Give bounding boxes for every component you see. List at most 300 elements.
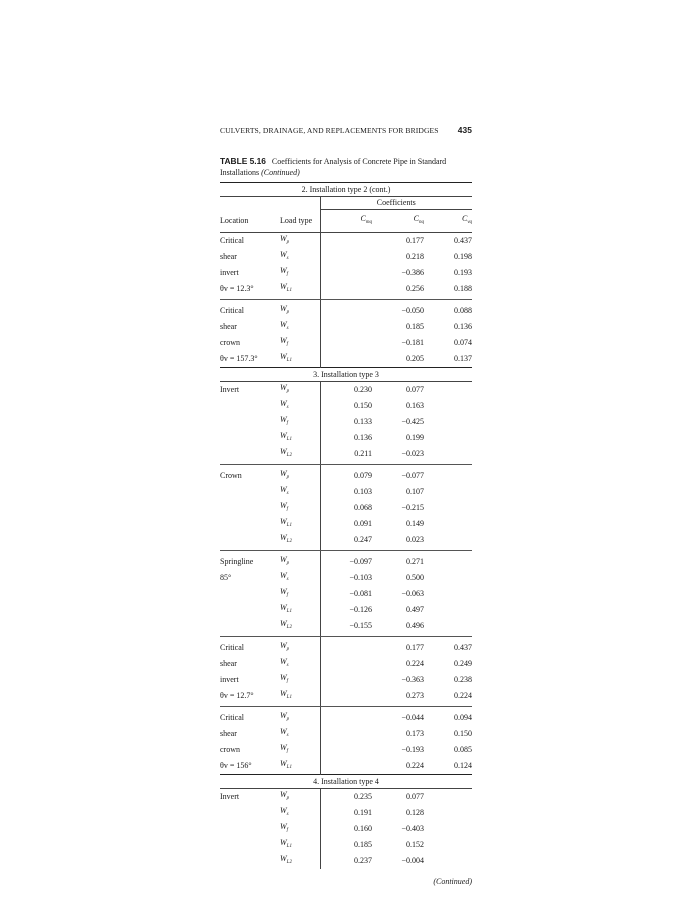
location-cell [220, 821, 280, 837]
load-type-subscript: s [286, 491, 289, 496]
cnq-value [372, 656, 424, 672]
cvq-header-base: C [461, 214, 468, 223]
load-type-cell [280, 688, 320, 707]
table-row [220, 837, 472, 853]
cmq-value [320, 707, 372, 727]
cnq-value-text: −0.004 [401, 856, 424, 865]
page-number: 435 [457, 125, 472, 135]
section-title-row [220, 775, 472, 789]
cnq-value [372, 853, 424, 869]
location-text: shear [220, 729, 237, 738]
cmq-value [320, 233, 372, 250]
section-title [220, 183, 472, 197]
table-row [220, 637, 472, 657]
location-cell [220, 688, 280, 707]
cmq-value-text: 0.079 [354, 471, 372, 480]
location-cell [220, 414, 280, 430]
load-type-cell [280, 484, 320, 500]
table-number: TABLE 5.16 [220, 156, 266, 166]
load-type-cell [280, 602, 320, 618]
cmq-value-text: 0.103 [354, 487, 372, 496]
cmq-value [320, 656, 372, 672]
cvq-value [424, 414, 472, 430]
cvq-value [424, 672, 472, 688]
cvq-value [424, 335, 472, 351]
location-text: Crown [220, 471, 242, 480]
cnq-value [372, 414, 424, 430]
load-type-symbol: $W_p$ [280, 304, 290, 315]
load-type-symbol: $W_f$ [280, 336, 289, 347]
location-cell [220, 335, 280, 351]
cnq-value [372, 726, 424, 742]
cmq-value [320, 281, 372, 300]
location-text: θv = 156° [220, 761, 252, 770]
load-type-cell [280, 656, 320, 672]
load-type-symbol: $W_{L2}$ [280, 854, 292, 865]
cnq-value [372, 484, 424, 500]
cmq-value-text: −0.155 [349, 621, 372, 630]
load-type-symbol: $W_p$ [280, 383, 290, 394]
table-row [220, 233, 472, 250]
load-type-cell [280, 382, 320, 399]
table-row [220, 742, 472, 758]
cmq-value-text: 0.185 [354, 840, 372, 849]
section-title [220, 368, 472, 382]
cnq-value-text: 0.128 [406, 808, 424, 817]
table-row [220, 319, 472, 335]
cnq-value-text: −0.386 [401, 268, 424, 277]
table-row [220, 853, 472, 869]
cmq-value [320, 618, 372, 637]
cmq-value [320, 398, 372, 414]
cvq-value-text: 0.193 [454, 268, 473, 277]
cnq-value [372, 821, 424, 837]
cvq-header-symbol [462, 214, 472, 223]
load-type-cell [280, 837, 320, 853]
cvq-value [424, 551, 472, 571]
load-type-subscript: f [286, 679, 289, 684]
cvq-value [424, 656, 472, 672]
cvq-value [424, 805, 472, 821]
location-cell [220, 249, 280, 265]
location-cell [220, 532, 280, 551]
coefficients-header [320, 197, 472, 210]
load-type-subscript: L1 [286, 288, 292, 293]
location-cell [220, 551, 280, 571]
table-row [220, 335, 472, 351]
cnq-value-text: 0.163 [406, 401, 424, 410]
cnq-value [372, 249, 424, 265]
cnq-value-text: 0.271 [406, 557, 424, 566]
location-text: Critical [220, 713, 244, 722]
cmq-value [320, 249, 372, 265]
load-type-symbol: $W_f$ [280, 587, 289, 598]
cvq-value-text: 0.088 [454, 306, 473, 315]
table-row [220, 532, 472, 551]
cvq-value [424, 821, 472, 837]
table-row [220, 500, 472, 516]
cmq-value [320, 805, 372, 821]
location-text: θv = 12.3° [220, 284, 254, 293]
cmq-value-text: −0.081 [349, 589, 372, 598]
cnq-value-text: −0.363 [401, 675, 424, 684]
cmq-value [320, 265, 372, 281]
cvq-value [424, 726, 472, 742]
cnq-header-base: C [413, 214, 419, 223]
cmq-value [320, 758, 372, 775]
cmq-value [320, 602, 372, 618]
cnq-value-text: −0.063 [401, 589, 424, 598]
load-type-cell [280, 319, 320, 335]
load-type-symbol: $W_p$ [280, 469, 290, 480]
load-type-cell [280, 265, 320, 281]
load-type-cell [280, 249, 320, 265]
location-header-text: Location [220, 215, 249, 225]
cvq-value-text: 0.124 [454, 761, 473, 770]
cvq-value [424, 430, 472, 446]
cnq-value-text: 0.500 [406, 573, 424, 582]
load-type-cell [280, 516, 320, 532]
load-type-subscript: p [286, 647, 290, 652]
cvq-value-text: 0.137 [454, 354, 473, 363]
location-cell [220, 319, 280, 335]
cvq-value [424, 465, 472, 485]
cnq-value [372, 672, 424, 688]
cmq-value [320, 430, 372, 446]
cnq-value [372, 319, 424, 335]
cnq-value [372, 382, 424, 399]
cnq-value-text: −0.044 [401, 713, 424, 722]
table-row [220, 789, 472, 806]
load-type-subscript: s [286, 663, 289, 668]
load-type-cell [280, 758, 320, 775]
cmq-value [320, 726, 372, 742]
location-text: θv = 12.7° [220, 691, 254, 700]
cnq-value [372, 335, 424, 351]
load-type-subscript: L2 [286, 625, 292, 630]
cvq-value-text: 0.238 [454, 675, 473, 684]
load-type-subscript: L1 [286, 609, 292, 614]
continued-note: (Continued) [433, 877, 472, 886]
header-blank [280, 197, 320, 210]
load-type-subscript: f [286, 272, 289, 277]
cvq-value [424, 688, 472, 707]
load-type-symbol: $W_p$ [280, 641, 290, 652]
cmq-value [320, 446, 372, 465]
cnq-value-text: 0.205 [406, 354, 424, 363]
load-type-subscript: p [286, 475, 290, 480]
load-type-subscript: s [286, 256, 289, 261]
cvq-value-text: 0.198 [454, 252, 473, 261]
load-type-subscript: p [286, 717, 290, 722]
load-type-symbol: $W_p$ [280, 711, 290, 722]
table-row [220, 805, 472, 821]
table-row [220, 484, 472, 500]
cnq-value-text: −0.077 [401, 471, 424, 480]
cvq-value-text: 0.224 [454, 691, 473, 700]
section-title-text: 2. Installation type 2 (cont.) [301, 185, 391, 194]
cnq-value [372, 789, 424, 806]
location-cell [220, 758, 280, 775]
load-type-subscript: s [286, 577, 289, 582]
cnq-value-text: −0.215 [401, 503, 424, 512]
cnq-value [372, 837, 424, 853]
location-text: shear [220, 322, 237, 331]
cmq-value [320, 570, 372, 586]
cnq-value [372, 233, 424, 250]
load-type-symbol: $W_{L1}$ [280, 759, 292, 770]
load-type-symbol: $W_{L1}$ [280, 603, 292, 614]
table-row [220, 398, 472, 414]
cmq-value [320, 319, 372, 335]
cnq-value [372, 398, 424, 414]
cmq-value [320, 837, 372, 853]
cnq-value-text: 0.497 [406, 605, 424, 614]
load-type-subscript: L1 [286, 765, 292, 770]
load-type-cell [280, 707, 320, 727]
cnq-value-text: 0.218 [406, 252, 424, 261]
section-title-text: 4. Installation type 4 [313, 777, 379, 786]
cnq-value [372, 618, 424, 637]
cvq-value [424, 586, 472, 602]
location-text: shear [220, 252, 237, 261]
load-type-symbol: $W_f$ [280, 501, 289, 512]
table-row [220, 465, 472, 485]
cnq-value-text: 0.273 [406, 691, 424, 700]
location-text: 85° [220, 573, 232, 582]
cvq-value [424, 382, 472, 399]
load-type-cell [280, 789, 320, 806]
cvq-value-text: 0.150 [454, 729, 473, 738]
column-header-row [220, 210, 472, 233]
cvq-value [424, 618, 472, 637]
cmq-value [320, 382, 372, 399]
location-cell [220, 637, 280, 657]
location-cell [220, 586, 280, 602]
cvq-value [424, 319, 472, 335]
cmq-value-text: 0.247 [354, 535, 372, 544]
cnq-value-text: 0.173 [406, 729, 424, 738]
cnq-value [372, 516, 424, 532]
cmq-value-text: 0.133 [354, 417, 372, 426]
load-type-subscript: p [286, 561, 290, 566]
location-cell [220, 233, 280, 250]
cvq-value [424, 233, 472, 250]
cvq-value [424, 707, 472, 727]
cvq-value [424, 637, 472, 657]
cvq-value [424, 758, 472, 775]
location-text: crown [220, 338, 240, 347]
table-row [220, 758, 472, 775]
location-cell [220, 300, 280, 320]
load-type-symbol: $W_{L1}$ [280, 838, 292, 849]
cnq-value [372, 586, 424, 602]
load-type-cell [280, 586, 320, 602]
cvq-value [424, 789, 472, 806]
location-cell [220, 500, 280, 516]
location-text: θv = 157.3° [220, 354, 258, 363]
cmq-value [320, 742, 372, 758]
load-type-cell [280, 233, 320, 250]
location-cell [220, 853, 280, 869]
cmq-value [320, 532, 372, 551]
load-type-symbol: $W_{L2}$ [280, 533, 292, 544]
section-title-row [220, 183, 472, 197]
cmq-header-subscript: mq [365, 220, 372, 225]
table-row [220, 300, 472, 320]
coefficients-table [220, 182, 472, 869]
cnq-value-text: 0.152 [406, 840, 424, 849]
cnq-value [372, 602, 424, 618]
cvq-value [424, 249, 472, 265]
header-blank [220, 197, 280, 210]
location-cell [220, 789, 280, 806]
location-text: invert [220, 268, 239, 277]
load-type-cell [280, 532, 320, 551]
location-cell [220, 382, 280, 399]
location-cell [220, 430, 280, 446]
cmq-value [320, 484, 372, 500]
cmq-value [320, 300, 372, 320]
cmq-value-text: 0.150 [354, 401, 372, 410]
cmq-value-text: 0.160 [354, 824, 372, 833]
cnq-value [372, 805, 424, 821]
cnq-value [372, 300, 424, 320]
table-row [220, 265, 472, 281]
cmq-value [320, 586, 372, 602]
cmq-value-text: −0.103 [349, 573, 372, 582]
cnq-value [372, 265, 424, 281]
load-type-symbol: $W_f$ [280, 822, 289, 833]
load-type-cell [280, 335, 320, 351]
load-type-cell [280, 726, 320, 742]
cnq-value [372, 742, 424, 758]
load-type-symbol: $W_{L1}$ [280, 431, 292, 442]
load-type-subscript: L1 [286, 437, 292, 442]
cmq-value [320, 351, 372, 368]
load-type-subscript: f [286, 828, 289, 833]
load-type-cell [280, 853, 320, 869]
cnq-value-text: −0.193 [401, 745, 424, 754]
location-cell [220, 570, 280, 586]
cvq-header-subscript: vq [467, 220, 473, 225]
cvq-value-text: 0.188 [454, 284, 473, 293]
cnq-value [372, 351, 424, 368]
cnq-value [372, 551, 424, 571]
cmq-value [320, 414, 372, 430]
load-type-subscript: s [286, 405, 289, 410]
location-cell [220, 446, 280, 465]
cvq-value [424, 837, 472, 853]
cvq-value-text: 0.085 [454, 745, 473, 754]
load-type-symbol: $W_s$ [280, 485, 289, 496]
location-cell [220, 707, 280, 727]
location-text: shear [220, 659, 237, 668]
location-text: invert [220, 675, 239, 684]
load-type-symbol: $W_f$ [280, 266, 289, 277]
cmq-header-base: C [360, 214, 366, 223]
cvq-header [424, 210, 472, 233]
document-page [220, 126, 472, 886]
coefficients-table-body [220, 183, 472, 870]
load-type-subscript: p [286, 240, 290, 245]
cnq-value-text: 0.256 [406, 284, 424, 293]
load-type-symbol: $W_s$ [280, 571, 289, 582]
running-head-title: CULVERTS, DRAINAGE, AND REPLACEMENTS FOR BRIDGES [220, 126, 439, 135]
cmq-value-text: 0.237 [354, 856, 372, 865]
load-type-cell [280, 637, 320, 657]
load-type-subscript: L1 [286, 844, 292, 849]
load-type-symbol: $W_s$ [280, 727, 289, 738]
load-type-cell [280, 570, 320, 586]
location-cell [220, 281, 280, 300]
cmq-value-text: −0.126 [349, 605, 372, 614]
cmq-value [320, 821, 372, 837]
cvq-value [424, 484, 472, 500]
cvq-value [424, 500, 472, 516]
table-row [220, 249, 472, 265]
cvq-value [424, 351, 472, 368]
table-row [220, 618, 472, 637]
cvq-value [424, 281, 472, 300]
cmq-value-text: 0.068 [354, 503, 372, 512]
table-row [220, 351, 472, 368]
load-type-subscript: f [286, 749, 289, 754]
running-head [220, 126, 472, 140]
location-text: Springline [220, 557, 254, 566]
cmq-value [320, 500, 372, 516]
load-type-symbol: $W_s$ [280, 320, 289, 331]
table-row [220, 656, 472, 672]
cnq-value [372, 281, 424, 300]
cnq-value-text: 0.224 [406, 761, 424, 770]
load-type-header-text: Load type [280, 215, 313, 225]
location-cell [220, 398, 280, 414]
table-caption-text: Coefficients for Analysis of Concrete Pipe in Standard Installations [220, 157, 447, 177]
cvq-value [424, 398, 472, 414]
location-cell [220, 805, 280, 821]
cnq-value-text: −0.050 [401, 306, 424, 315]
coefficients-header-text: Coefficients [376, 198, 416, 207]
location-cell [220, 656, 280, 672]
cmq-value [320, 516, 372, 532]
location-cell [220, 484, 280, 500]
table-row [220, 551, 472, 571]
location-cell [220, 726, 280, 742]
load-type-subscript: L1 [286, 523, 292, 528]
table-caption-continued: (Continued) [261, 168, 300, 177]
cmq-value [320, 789, 372, 806]
cmq-value-text: 0.211 [354, 449, 372, 458]
cnq-value-text: 0.185 [406, 322, 424, 331]
section-title-row [220, 368, 472, 382]
cnq-value-text: 0.199 [406, 433, 424, 442]
table-row [220, 586, 472, 602]
load-type-cell [280, 281, 320, 300]
cnq-value-text: 0.149 [406, 519, 424, 528]
load-type-cell [280, 300, 320, 320]
load-type-symbol: $W_p$ [280, 234, 290, 245]
cnq-value [372, 570, 424, 586]
location-cell [220, 265, 280, 281]
table-caption [220, 156, 472, 178]
cmq-value [320, 688, 372, 707]
table-row [220, 726, 472, 742]
location-text: crown [220, 745, 240, 754]
load-type-symbol: $W_f$ [280, 415, 289, 426]
table-row [220, 382, 472, 399]
cmq-value [320, 465, 372, 485]
